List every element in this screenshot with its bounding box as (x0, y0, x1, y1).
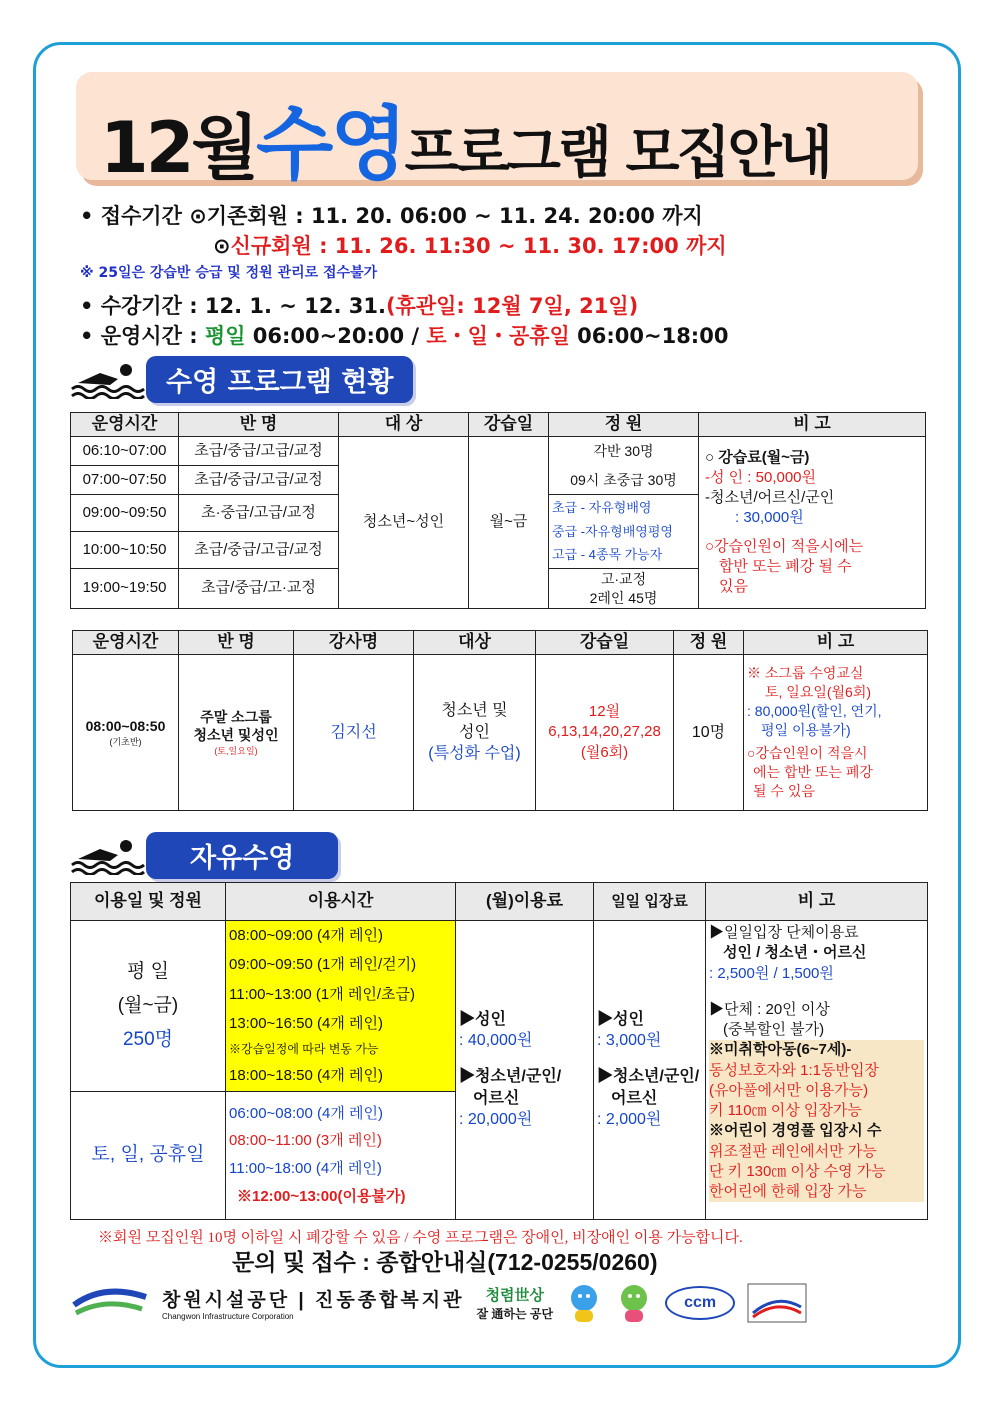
col-header: 이용일 및 정원 (71, 883, 226, 921)
col-header: 강사명 (294, 631, 414, 655)
section-program-header (70, 356, 413, 403)
days-cell: 월~금 (469, 437, 549, 609)
class-cell: 초급/중급/고·교정 (179, 569, 339, 609)
class-cell: 초·중급/고급/교정 (179, 495, 339, 532)
program-table (70, 412, 926, 609)
weekend-cell: 토, 일, 공휴일 (71, 1091, 226, 1219)
col-header: (월)이용료 (456, 883, 594, 921)
col-header: 비 고 (699, 413, 926, 437)
capacity-cell: 10명 (674, 655, 744, 811)
footer-note: ※회원 모집인원 10명 이하일 시 폐강할 수 있음 / 수영 프로그램은 장애인, 비장애인 이용 가능합니다. (98, 1230, 743, 1246)
col-header: 이용시간 (226, 883, 456, 921)
col-header: 정 원 (674, 631, 744, 655)
class-cell: 초급/중급/고급/교정 (179, 437, 339, 466)
col-header: 운영시간 (73, 631, 179, 655)
operating-hours: • 운영시간 : 평일 06:00~20:00 / 토・일・공휴일 06:00~18:00 (80, 324, 729, 348)
col-header: 비 고 (744, 631, 928, 655)
class-cell: 주말 소그룹 청소년 및성인 (토,일요일) (179, 655, 294, 811)
weekend-times: 06:00~08:00 (4개 레인) 08:00~11:00 (3개 레인) 11:00~18:00 (4개 레인) ※12:00~13:00(이용불가) (226, 1091, 456, 1219)
registration-note: ※ 25일은 강습반 승급 및 정원 관리로 접수불가 (80, 265, 378, 281)
col-header: 대 상 (339, 413, 469, 437)
monthly-fee-cell: ▶성인 : 40,000원 ▶청소년/군인/ 어르신 : 20,000원 (456, 921, 594, 1220)
time-cell: 10:00~10:50 (71, 532, 179, 569)
section-title: 자유수영 (146, 832, 338, 879)
swimmer-icon (70, 837, 146, 875)
notes-cell: ○ 강습료(월~금) -성 인 : 50,000원 -청소년/어르신/군인 : 30,000원 ○강습인원이 적을시에는 합반 또는 폐강 될 수 있음 (699, 437, 926, 609)
time-cell: 09:00~09:50 (71, 495, 179, 532)
contact-info: 문의 및 접수 : 종합안내실(712-0255/0260) (232, 1249, 658, 1275)
page-title: 12월수영프로그램 모집안내 (100, 98, 830, 191)
col-header: 강습일 (536, 631, 674, 655)
col-header: 반 명 (179, 413, 339, 437)
slogan: 청렴世상 잘 通하는 공단 (476, 1287, 554, 1321)
city-logo-icon (70, 1283, 150, 1323)
col-header: 일일 입장료 (594, 883, 706, 921)
certification-icon (747, 1283, 807, 1323)
mascot-icon (565, 1282, 603, 1324)
swimmer-icon (70, 361, 146, 399)
teacher-cell: 김지선 (294, 655, 414, 811)
registration-new: ⊙신규회원 : 11. 26. 11:30 ~ 11. 30. 17:00 까지 (213, 234, 727, 258)
weekday-cell: 평 일 (월~금) 250명 (71, 921, 226, 1092)
col-header: 반 명 (179, 631, 294, 655)
mascot-icon (615, 1282, 653, 1324)
section-title: 수영 프로그램 현황 (146, 356, 413, 403)
free-swim-table (70, 882, 928, 1220)
capacity-levels: 초급 - 자유형배영 중급 -자유형배영평영 고급 - 4종목 가능자 (549, 495, 699, 569)
class-cell: 초급/중급/고급/교정 (179, 466, 339, 495)
time-cell: 07:00~07:50 (71, 466, 179, 495)
weekend-program-table (72, 630, 928, 811)
time-cell: 06:10~07:00 (71, 437, 179, 466)
days-cell: 12월 6,13,14,20,27,28 (월6회) (536, 655, 674, 811)
org-name: 창원시설공단 | 진동종합복지관 Changwon Infrastructure Corporation (162, 1290, 465, 1321)
capacity-cell: 각반 30명 09시 초중급 30명 (549, 437, 699, 495)
col-header: 정 원 (549, 413, 699, 437)
daily-fee-cell: ▶성인 : 3,000원 ▶청소년/군인/ 어르신 : 2,000원 (594, 921, 706, 1220)
notes-cell: ※ 소그룹 수영교실 토, 일요일(월6회) : 80,000원(할인, 연기, 평일 이용불가) ○강습인원이 적을시 에는 합반 또는 폐강 될 수 있음 (744, 655, 928, 811)
time-cell: 08:00~08:50 (기초반) (73, 655, 179, 811)
time-cell: 19:00~19:50 (71, 569, 179, 609)
logo-bar (70, 1278, 940, 1328)
registration-existing: • 접수기간 ⊙기존회원 : 11. 20. 06:00 ~ 11. 24. 20:00 까지 (80, 204, 703, 228)
section-free-swim-header (70, 832, 338, 879)
weekday-times: 08:00~09:00 (4개 레인) 09:00~09:50 (1개 레인/걷기) 11:00~13:00 (1개 레인/초급) 13:00~16:50 (4개 레인) ※강습일정에 따라 변동 가능 18:00~18:50 (4개 레인) (226, 921, 456, 1092)
col-header: 비 고 (706, 883, 928, 921)
target-cell: 청소년 및 성인 (특성화 수업) (414, 655, 536, 811)
course-period: • 수강기간 : 12. 1. ~ 12. 31.(휴관일: 12월 7일, 21일) (80, 294, 639, 318)
target-cell: 청소년~성인 (339, 437, 469, 609)
free-swim-notes: ▶일일입장 단체이용료 성인 / 청소년・어르신 : 2,500원 / 1,500원 ▶단체 : 20인 이상 (중복할인 불가) ※미취학아동(6~7세)- 동성보호자와 1:1동반입장 (유아풀에서만 이용가능) 키 110㎝ 이상 입장가능 ※어린이 경영풀 입장시 수 위조절판 레인에서만 가능 단 키 130㎝ 이상 수영 가능 한어린에 한해 입장 가능 (706, 921, 928, 1220)
class-cell: 초급/중급/고급/교정 (179, 532, 339, 569)
col-header: 대상 (414, 631, 536, 655)
ccm-logo: ccm (665, 1286, 735, 1320)
col-header: 강습일 (469, 413, 549, 437)
col-header: 운영시간 (71, 413, 179, 437)
capacity-cell: 고·교정 2레인 45명 (549, 569, 699, 609)
